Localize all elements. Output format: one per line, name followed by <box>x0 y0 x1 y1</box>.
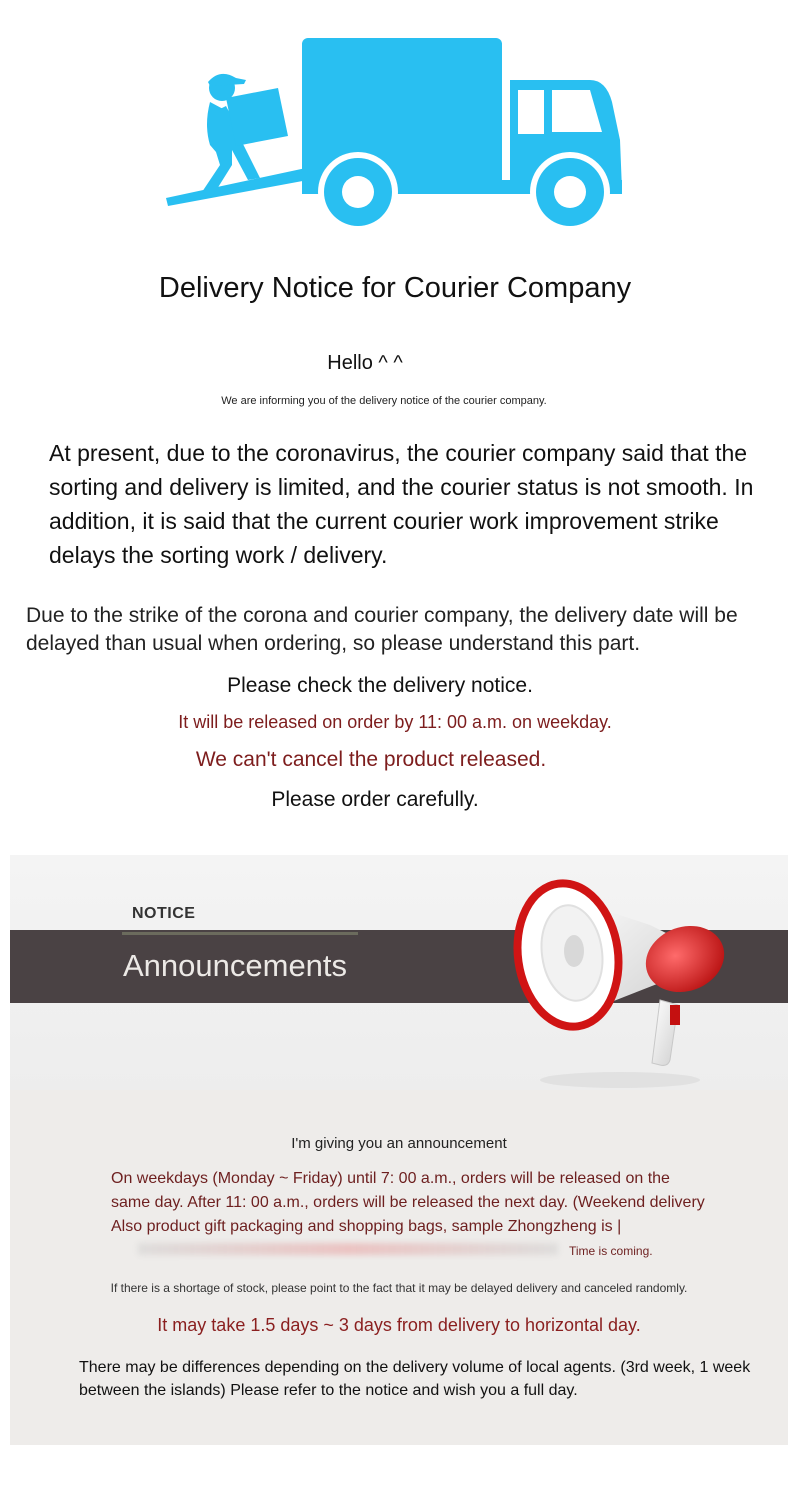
blurred-text-region <box>138 1243 558 1255</box>
check-notice-text: Please check the delivery notice. <box>227 674 533 697</box>
delivery-days-text: It may take 1.5 days ~ 3 days from delivery to horizontal day. <box>157 1315 641 1335</box>
banner-divider <box>122 932 358 935</box>
notice-label: NOTICE <box>132 905 196 922</box>
release-time-text: It will be released on order by 11: 00 a.m. on weekday. <box>178 712 612 732</box>
coronavirus-paragraph: At present, due to the coronavirus, the courier company said that the sorting and delivery is limited, and the courier status is not smooth. In addition, it is said that the current courier work improvement strike delays the sorting work / delivery. <box>49 440 754 568</box>
notice-panel <box>10 855 788 1445</box>
info-text: We are informing you of the delivery notice of the courier company. <box>221 395 547 407</box>
banner-title: Announcements <box>123 948 348 983</box>
local-agents-text: There may be differences depending on the delivery volume of local agents. (3rd week, 1 week between the islands) Please refer to the notice and wish you a full day. <box>79 1359 751 1399</box>
announcement-title: I'm giving you an announcement <box>291 1135 507 1152</box>
shortage-text: If there is a shortage of stock, please point to the fact that it may be delayed delivery and canceled randomly. <box>110 1281 688 1295</box>
greeting: Hello ^ ^ <box>327 352 403 374</box>
notice-header <box>10 855 788 1090</box>
delivery-truck-icon <box>160 30 640 235</box>
time-coming-text: Time is coming. <box>569 1244 653 1258</box>
announcement-body: On weekdays (Monday ~ Friday) until 7: 00 a.m., orders will be released on the same day. After 11: 00 a.m., orders will be released the next day. (Weekend delivery Also product gift packaging and shopping bags, sample Zhongzheng is | <box>111 1170 705 1235</box>
page-title: Delivery Notice for Courier Company <box>158 272 632 304</box>
order-carefully-text: Please order carefully. <box>271 788 479 811</box>
cancel-warning-text: We can't cancel the product released. <box>195 748 547 771</box>
megaphone-icon <box>500 855 740 1095</box>
delay-paragraph: Due to the strike of the corona and courier company, the delivery date will be delayed than usual when ordering, so please understand this part. <box>26 604 738 655</box>
